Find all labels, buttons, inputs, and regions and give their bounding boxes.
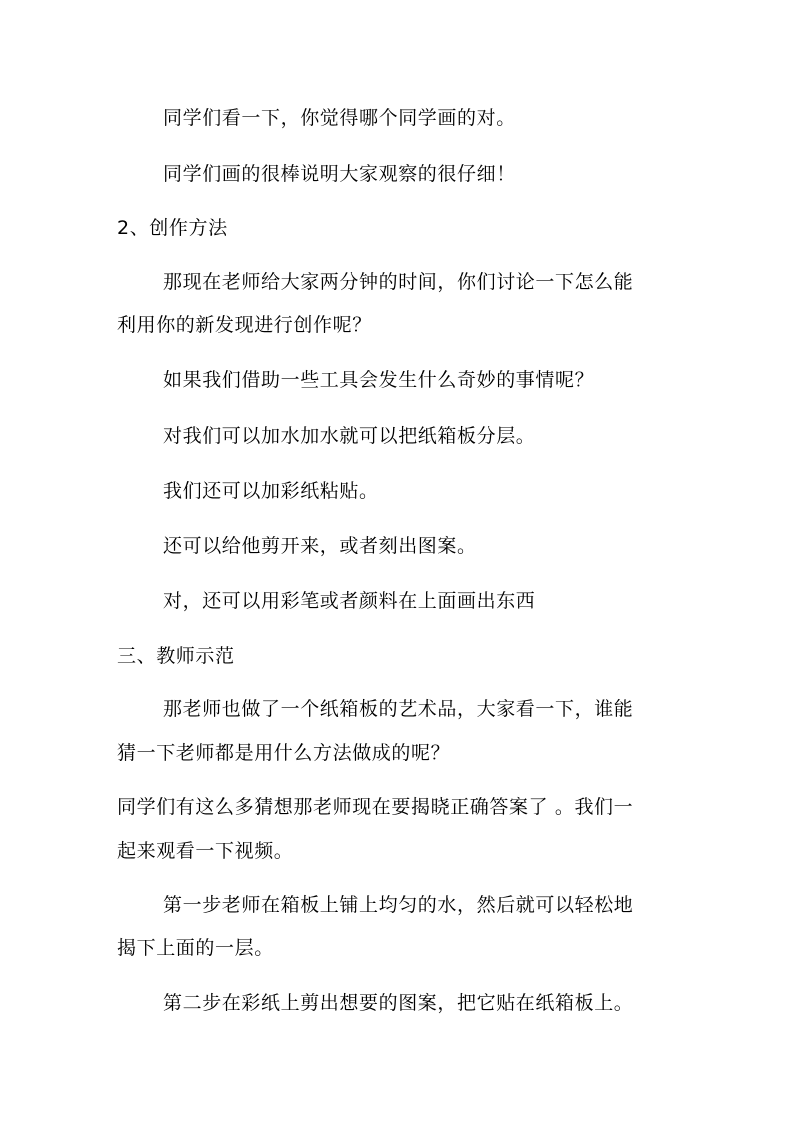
paragraph-line: 揭下上面的一层。	[117, 937, 274, 959]
paragraph-line: 我们还可以加彩纸粘贴。	[163, 480, 379, 502]
paragraph-line: 同学们画的很棒说明大家观察的很仔细！	[163, 163, 516, 185]
paragraph-line: 那老师也做了一个纸箱板的艺术品，大家看一下，谁能	[163, 698, 634, 720]
paragraph-line: 那现在老师给大家两分钟的时间，你们讨论一下怎么能	[163, 271, 634, 293]
paragraph-line: 同学们看一下，你觉得哪个同学画的对。	[163, 107, 516, 129]
paragraph-line: 第一步老师在箱板上铺上均匀的水，然后就可以轻松地	[163, 894, 634, 916]
paragraph-line: 对，还可以用彩笔或者颜料在上面画出东西	[163, 590, 536, 612]
paragraph-line: 对我们可以加水加水就可以把纸箱板分层。	[163, 425, 536, 447]
paragraph-line: 还可以给他剪开来，或者刻出图案。	[163, 535, 477, 557]
paragraph-line: 起来观看一下视频。	[117, 840, 294, 862]
section-heading: 三、教师示范	[117, 645, 235, 667]
paragraph-line: 第二步在彩纸上剪出想要的图案，把它贴在纸箱板上。	[163, 992, 634, 1014]
paragraph-line: 同学们有这么多猜想那老师现在要揭晓正确答案了 。我们一	[117, 796, 634, 818]
section-heading: 2、创作方法	[117, 217, 228, 239]
paragraph-line: 猜一下老师都是用什么方法做成的呢？	[117, 742, 451, 764]
paragraph-line: 利用你的新发现进行创作呢？	[117, 314, 372, 336]
paragraph-line: 如果我们借助一些工具会发生什么奇妙的事情呢？	[163, 369, 595, 391]
